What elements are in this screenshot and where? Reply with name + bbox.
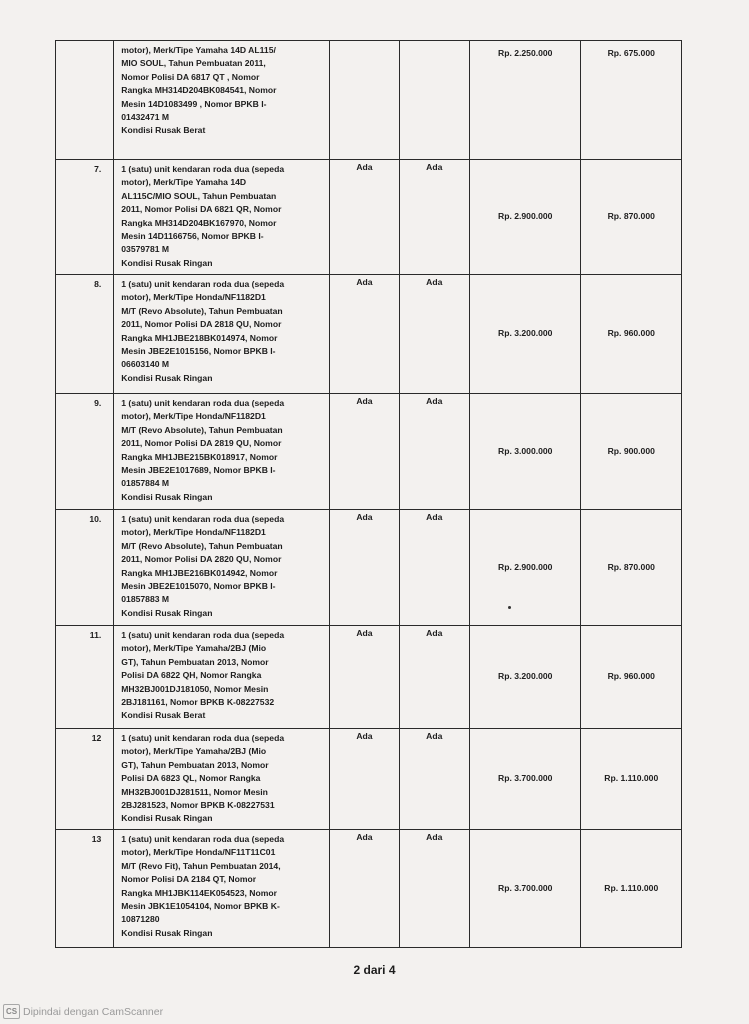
availability-cell-b — [399, 510, 469, 626]
description-line: M/T (Revo Absolute), Tahun Pembuatan — [121, 305, 283, 316]
limit-price-value: Rp. 675.000 — [607, 48, 655, 58]
condition-label: Kondisi Rusak Ringan — [121, 372, 213, 383]
limit-price-cell — [581, 160, 682, 275]
availability-a: Ada — [356, 512, 373, 522]
description-line: 01857884 M — [121, 478, 170, 489]
scanner-watermark — [3, 1004, 163, 1019]
price-value: Rp. 3.200.000 — [497, 328, 553, 339]
row-number-cell — [56, 510, 114, 626]
price-value: Rp. 3.000.000 — [497, 445, 553, 456]
description-line: 1 (satu) unit kendaran roda dua (sepeda — [121, 733, 285, 743]
availability-b: Ada — [426, 277, 443, 287]
availability-b: Ada — [426, 396, 443, 406]
description-line: Mesin JBE2E1015156, Nomor BPKB I- — [121, 346, 276, 357]
row-number: 10. — [89, 514, 102, 524]
availability-cell-a — [330, 830, 399, 948]
row-number-cell — [56, 729, 114, 830]
description-line: motor), Merk/Tipe Honda/NF1182D1 — [121, 411, 266, 422]
price-cell — [469, 626, 581, 729]
description-line: Mesin JBE2E1017689, Nomor BPKB I- — [121, 465, 276, 476]
description-line: Rangka MH314D204BK167970, Nomor — [121, 217, 277, 228]
description-line: 2011, Nomor Polisi DA 6821 QR, Nomor — [121, 204, 282, 215]
row-number-cell — [56, 626, 114, 729]
description-line: GT), Tahun Pembuatan 2013, Nomor — [121, 759, 269, 770]
availability-b: Ada — [426, 731, 443, 741]
table-row — [56, 626, 682, 729]
table-row — [56, 41, 682, 160]
availability-cell-b — [399, 275, 469, 394]
description-line: 2011, Nomor Polisi DA 2820 QU, Nomor — [121, 554, 282, 565]
description-line: Nomor Polisi DA 2184 QT, Nomor — [121, 874, 257, 885]
availability-a: Ada — [356, 832, 373, 842]
scanner-text: Dipindai dengan CamScanner — [23, 1005, 164, 1018]
description-line: Rangka MH1JBE218BK014974, Nomor — [121, 332, 278, 343]
description-line: 2011, Nomor Polisi DA 2818 QU, Nomor — [121, 319, 282, 330]
table-row — [56, 394, 682, 510]
table-row — [56, 160, 682, 275]
description-line: MH32BJ001DJ281511, Nomor Mesin — [121, 786, 268, 797]
row-number: 12 — [91, 733, 102, 743]
price-cell — [469, 830, 581, 948]
camscanner-logo-icon: CS — [3, 1004, 20, 1019]
description-line: 1 (satu) unit kendaran roda dua (sepeda — [121, 279, 285, 289]
availability-cell-b — [399, 41, 469, 160]
description-line: AL115C/MIO SOUL, Tahun Pembuatan — [121, 190, 277, 201]
description-line: 1 (satu) unit kendaran roda dua (sepeda — [121, 164, 285, 174]
price-value: Rp. 3.700.000 — [497, 882, 553, 893]
description-line: 2BJ281523, Nomor BPKB K-08227531 — [121, 800, 275, 811]
description-line: 06603140 M — [121, 359, 170, 370]
row-number-cell — [56, 830, 114, 948]
availability-b: Ada — [426, 832, 443, 842]
availability-a: Ada — [356, 277, 373, 287]
description-cell — [114, 830, 330, 948]
description-line: M/T (Revo Absolute), Tahun Pembuatan — [121, 424, 283, 435]
row-number-cell — [56, 160, 114, 275]
availability-a — [330, 41, 398, 42]
availability-cell-b — [399, 394, 469, 510]
vehicle-table — [55, 40, 682, 948]
limit-price-value: Rp. 870.000 — [607, 561, 655, 572]
description-line: MIO SOUL, Tahun Pembuatan 2011, — [121, 58, 266, 69]
description-line: Mesin JBE2E1015070, Nomor BPKB I- — [121, 581, 276, 592]
availability-a: Ada — [356, 628, 373, 638]
table-row — [56, 275, 682, 394]
row-number: 13 — [91, 834, 102, 844]
availability-cell-a — [330, 510, 399, 626]
condition-label: Kondisi Rusak Berat — [121, 125, 206, 136]
description-line: Mesin JBK1E1054104, Nomor BPKB K- — [121, 901, 280, 912]
row-number: 7. — [94, 164, 102, 174]
description-line: 03579781 M — [121, 244, 170, 255]
availability-b: Ada — [426, 628, 443, 638]
description-line: 1 (satu) unit kendaran roda dua (sepeda — [121, 630, 285, 640]
description-line: MH32BJ001DJ181050, Nomor Mesin — [121, 683, 269, 694]
price-value: Rp. 3.200.000 — [497, 671, 553, 682]
price-cell — [469, 41, 581, 160]
availability-cell-b — [399, 729, 469, 830]
limit-price-value: Rp. 960.000 — [607, 671, 655, 682]
description-line: motor), Merk/Tipe Yamaha 14D — [121, 177, 247, 188]
description-line: 1 (satu) unit kendaran roda dua (sepeda — [121, 834, 285, 844]
availability-cell-a — [330, 626, 399, 729]
description-cell — [114, 510, 330, 626]
description-cell — [114, 41, 330, 160]
limit-price-cell — [581, 830, 682, 948]
description-cell — [114, 275, 330, 394]
description-line: 10871280 — [121, 914, 160, 925]
description-line: motor), Merk/Tipe Honda/NF1182D1 — [121, 292, 266, 303]
description-line: Polisi DA 6822 QH, Nomor Rangka — [121, 670, 262, 681]
condition-label: Kondisi Rusak Ringan — [121, 491, 213, 502]
limit-price-value: Rp. 900.000 — [607, 445, 655, 456]
description-line: 1 (satu) unit kendaran roda dua (sepeda — [121, 398, 285, 408]
limit-price-cell — [581, 394, 682, 510]
limit-price-value: Rp. 1.110.000 — [604, 882, 659, 893]
row-number-cell — [56, 275, 114, 394]
table-row — [56, 510, 682, 626]
limit-price-cell — [581, 510, 682, 626]
availability-b: Ada — [426, 512, 443, 522]
availability-cell-a — [330, 394, 399, 510]
price-value: Rp. 2.250.000 — [497, 48, 553, 58]
price-value: Rp. 2.900.000 — [497, 561, 553, 572]
availability-cell-a — [330, 160, 399, 275]
description-line: 2BJ181161, Nomor BPKB K-08227532 — [121, 697, 275, 708]
description-line: Rangka MH1JBE215BK018917, Nomor — [121, 451, 278, 462]
condition-label: Kondisi Rusak Ringan — [121, 607, 213, 618]
description-line: M/T (Revo Fit), Tahun Pembuatan 2014, — [121, 860, 281, 871]
description-line: motor), Merk/Tipe Yamaha 14D AL115/ — [121, 45, 276, 55]
limit-price-cell — [581, 729, 682, 830]
description-cell — [114, 394, 330, 510]
row-number-cell — [56, 394, 114, 510]
availability-cell-a — [330, 41, 399, 160]
description-line: Rangka MH1JBE216BK014942, Nomor — [121, 567, 278, 578]
description-line: 01432471 M — [121, 112, 170, 123]
availability-a: Ada — [356, 162, 373, 172]
availability-cell-a — [330, 729, 399, 830]
price-cell — [469, 275, 581, 394]
limit-price-value: Rp. 870.000 — [607, 211, 655, 222]
description-line: motor), Merk/Tipe Yamaha/2BJ (Mio — [121, 746, 267, 757]
availability-cell-b — [399, 830, 469, 948]
description-line: 01857883 M — [121, 594, 170, 605]
availability-cell-b — [399, 160, 469, 275]
condition-label: Kondisi Rusak Berat — [121, 710, 206, 721]
description-line: Polisi DA 6823 QL, Nomor Rangka — [121, 773, 261, 784]
price-cell — [469, 729, 581, 830]
description-line: GT), Tahun Pembuatan 2013, Nomor — [121, 656, 269, 667]
limit-price-cell — [581, 41, 682, 160]
condition-label: Kondisi Rusak Ringan — [121, 813, 213, 824]
description-line: Rangka MH1JBK114EK054523, Nomor — [121, 887, 277, 898]
availability-cell-a — [330, 275, 399, 394]
availability-b: Ada — [426, 162, 443, 172]
description-line: M/T (Revo Absolute), Tahun Pembuatan — [121, 540, 283, 551]
price-cell — [469, 394, 581, 510]
row-number: 8. — [94, 279, 102, 289]
availability-a: Ada — [356, 731, 373, 741]
description-line: 2011, Nomor Polisi DA 2819 QU, Nomor — [121, 438, 282, 449]
table-row — [56, 830, 682, 948]
row-number: 11. — [89, 630, 102, 640]
description-line: 1 (satu) unit kendaran roda dua (sepeda — [121, 514, 285, 524]
availability-b — [400, 41, 469, 42]
row-number-cell — [56, 41, 114, 160]
description-line: Nomor Polisi DA 6817 QT , Nomor — [121, 71, 260, 82]
table-row — [56, 729, 682, 830]
description-line: motor), Merk/Tipe Honda/NF1182D1 — [121, 527, 266, 538]
limit-price-cell — [581, 275, 682, 394]
row-number — [56, 41, 113, 44]
limit-price-value: Rp. 1.110.000 — [604, 773, 659, 784]
condition-label: Kondisi Rusak Ringan — [121, 927, 213, 938]
description-line: Mesin 14D1083499 , Nomor BPKB I- — [121, 98, 267, 109]
page-number: 2 dari 4 — [353, 963, 396, 977]
availability-cell-b — [399, 626, 469, 729]
condition-label: Kondisi Rusak Ringan — [121, 257, 213, 268]
limit-price-cell — [581, 626, 682, 729]
description-line: Rangka MH314D204BK084541, Nomor — [121, 85, 277, 96]
price-value: Rp. 3.700.000 — [497, 773, 553, 784]
price-cell — [469, 510, 581, 626]
availability-a: Ada — [356, 396, 373, 406]
description-line: motor), Merk/Tipe Yamaha/2BJ (Mio — [121, 643, 267, 654]
description-cell — [114, 160, 330, 275]
price-cell — [469, 160, 581, 275]
description-line: motor), Merk/Tipe Honda/NF11T11C01 — [121, 847, 276, 858]
row-number: 9. — [94, 398, 102, 408]
price-value: Rp. 2.900.000 — [497, 211, 553, 222]
limit-price-value: Rp. 960.000 — [607, 328, 655, 339]
description-line: Mesin 14D1166756, Nomor BPKB I- — [121, 231, 264, 242]
scan-speck — [508, 606, 511, 609]
description-cell — [114, 626, 330, 729]
description-cell — [114, 729, 330, 830]
